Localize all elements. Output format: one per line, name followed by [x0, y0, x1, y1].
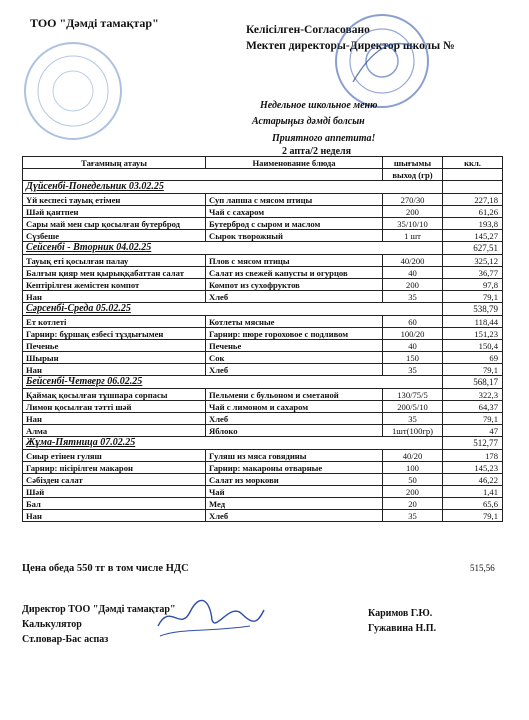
dish-name-ru: Сырок творожный	[206, 230, 383, 242]
dish-output: 100/20	[383, 328, 443, 340]
dish-kcal: 227,18	[443, 194, 503, 206]
dish-name-kz: Гарнир: пісірілген макарон	[23, 462, 206, 474]
day-name: Бейсенбі-Четверг 06.02.25	[23, 376, 443, 389]
menu-note-3: Приятного аппетита!	[272, 133, 376, 144]
dish-name-ru: Сок	[206, 352, 383, 364]
dish-name-ru: Хлеб	[206, 291, 383, 303]
dish-kcal: 145,27	[443, 230, 503, 242]
dish-output: 150	[383, 352, 443, 364]
dish-kcal: 65,6	[443, 498, 503, 510]
day-row	[23, 437, 503, 450]
dish-kcal: 69	[443, 352, 503, 364]
dish-kcal: 79,1	[443, 413, 503, 425]
dish-output: 200	[383, 486, 443, 498]
dish-name-kz: Печенье	[23, 340, 206, 352]
day-name: Сейсенбі - Вторник 04.02.25	[23, 242, 443, 255]
dish-output: 50	[383, 474, 443, 486]
dish-name-ru: Компот из сухофруктов	[206, 279, 383, 291]
table-row	[23, 389, 503, 401]
lunch-price-note: Цена обеда 550 тг в том числе НДС	[22, 563, 189, 574]
table-row	[23, 230, 503, 242]
day-total: 512,77	[443, 437, 503, 450]
table-row	[23, 425, 503, 437]
signatory-role-calculator: Калькулятор	[22, 619, 82, 630]
dish-name-ru: Гарнир: пюре гороховое с подливом	[206, 328, 383, 340]
dish-kcal: 193,8	[443, 218, 503, 230]
table-row	[23, 474, 503, 486]
company-stamp	[22, 40, 124, 142]
dish-name-kz: Сүзбеше	[23, 230, 206, 242]
dish-kcal: 325,12	[443, 255, 503, 267]
col-header-kz: Тағамның атауы	[23, 157, 206, 169]
table-row	[23, 194, 503, 206]
table-row	[23, 291, 503, 303]
signatory-role-director: Директор ТОО "Дәмді тамақтар"	[22, 604, 176, 615]
dish-kcal: 79,1	[443, 364, 503, 376]
dish-kcal: 61,26	[443, 206, 503, 218]
col-header-out: шығымы	[383, 157, 443, 169]
dish-kcal: 322,3	[443, 389, 503, 401]
approval-line-2: Мектеп директоры-Директор школы №	[246, 40, 455, 52]
dish-output: 35	[383, 510, 443, 522]
dish-output: 40	[383, 340, 443, 352]
dish-name-ru: Гуляш из мяса говядины	[206, 450, 383, 462]
table-row	[23, 498, 503, 510]
dish-kcal: 178	[443, 450, 503, 462]
dish-output: 40/20	[383, 450, 443, 462]
dish-kcal: 79,1	[443, 510, 503, 522]
dish-name-ru: Хлеб	[206, 510, 383, 522]
table-row	[23, 486, 503, 498]
dish-output: 1шт(100гр)	[383, 425, 443, 437]
dish-output: 35	[383, 413, 443, 425]
dish-name-ru: Мед	[206, 498, 383, 510]
dish-kcal: 97,8	[443, 279, 503, 291]
dish-output: 130/75/5	[383, 389, 443, 401]
table-row	[23, 218, 503, 230]
dish-name-kz: Нан	[23, 413, 206, 425]
dish-name-kz: Сиыр етінен гуляш	[23, 450, 206, 462]
dish-name-ru: Чай с лимоном и сахаром	[206, 401, 383, 413]
dish-name-ru: Пельмени с бульоном и сметаной	[206, 389, 383, 401]
day-total: 627,51	[443, 242, 503, 255]
dish-name-kz: Бал	[23, 498, 206, 510]
dish-name-kz: Сары май мен сыр қосылған бутерброд	[23, 218, 206, 230]
day-name: Дүйсенбі-Понедельник 03.02.25	[23, 181, 443, 194]
dish-output: 40/200	[383, 255, 443, 267]
day-total: 538,79	[443, 303, 503, 316]
menu-note-2: Астарыңыз дәмді болсын	[252, 116, 365, 127]
day-total	[443, 181, 503, 194]
dish-name-ru: Чай с сахаром	[206, 206, 383, 218]
dish-name-kz: Балғын қияр мен қырыққабаттан салат	[23, 267, 206, 279]
day-row	[23, 376, 503, 389]
dish-output: 1 шт	[383, 230, 443, 242]
dish-output: 60	[383, 316, 443, 328]
dish-kcal: 47	[443, 425, 503, 437]
dish-name-ru: Хлеб	[206, 364, 383, 376]
dish-output: 40	[383, 267, 443, 279]
dish-name-kz: Шырын	[23, 352, 206, 364]
dish-kcal: 151,23	[443, 328, 503, 340]
dish-output: 20	[383, 498, 443, 510]
menu-note-1: Недельное школьное меню	[260, 100, 378, 111]
handwritten-signature	[150, 592, 270, 640]
dish-name-kz: Шәй қантпен	[23, 206, 206, 218]
table-header-row	[23, 157, 503, 169]
col-header-price: ккл.	[443, 157, 503, 169]
signatory-name-2: Гужавина Н.П.	[368, 623, 437, 634]
dish-name-kz: Нан	[23, 291, 206, 303]
dish-name-kz: Үй кеспесі тауық етімен	[23, 194, 206, 206]
dish-output: 200	[383, 206, 443, 218]
dish-kcal: 150,4	[443, 340, 503, 352]
day-row	[23, 242, 503, 255]
table-row	[23, 450, 503, 462]
day-total: 568,17	[443, 376, 503, 389]
dish-name-ru: Салат из свежей капусты и огурцов	[206, 267, 383, 279]
signatory-name-1: Каримов Г.Ю.	[368, 608, 433, 619]
dish-name-kz: Лимон қосылған тәтті шәй	[23, 401, 206, 413]
dish-name-ru: Хлеб	[206, 413, 383, 425]
table-row	[23, 352, 503, 364]
table-row	[23, 279, 503, 291]
table-row	[23, 510, 503, 522]
school-stamp	[333, 12, 431, 110]
dish-name-ru: Суп лапша с мясом птицы	[206, 194, 383, 206]
menu-table	[22, 156, 503, 522]
day-row	[23, 303, 503, 316]
dish-output: 270/30	[383, 194, 443, 206]
dish-output: 200/5/10	[383, 401, 443, 413]
company-name: ТОО "Дәмді тамақтар"	[30, 16, 159, 30]
day-name: Сәрсенбі-Среда 05.02.25	[23, 303, 443, 316]
dish-name-ru: Котлеты мясные	[206, 316, 383, 328]
dish-name-ru: Плов с мясом птицы	[206, 255, 383, 267]
dish-name-kz: Кептірілген жемістен компот	[23, 279, 206, 291]
dish-output: 35/10/10	[383, 218, 443, 230]
dish-name-ru: Яблоко	[206, 425, 383, 437]
dish-name-kz: Алма	[23, 425, 206, 437]
week-label: 2 апта/2 неделя	[282, 146, 352, 157]
dish-name-kz: Гарнир: бұршақ езбесі тұздығымен	[23, 328, 206, 340]
dish-kcal: 36,77	[443, 267, 503, 279]
dish-name-ru: Чай	[206, 486, 383, 498]
friday-total: 515,56	[470, 563, 495, 573]
table-row	[23, 267, 503, 279]
table-row	[23, 364, 503, 376]
dish-output: 200	[383, 279, 443, 291]
dish-name-ru: Бутерброд с сыром и маслом	[206, 218, 383, 230]
dish-name-ru: Салат из моркови	[206, 474, 383, 486]
dish-kcal: 145,23	[443, 462, 503, 474]
table-row	[23, 413, 503, 425]
dish-output: 35	[383, 364, 443, 376]
table-row	[23, 328, 503, 340]
day-row	[23, 181, 503, 194]
dish-kcal: 118,44	[443, 316, 503, 328]
table-row	[23, 255, 503, 267]
table-row	[23, 316, 503, 328]
table-subheader-row	[23, 169, 503, 181]
signatory-role-chef: Ст.повар-Бас аспаз	[22, 634, 109, 645]
dish-kcal: 1,41	[443, 486, 503, 498]
table-row	[23, 401, 503, 413]
day-name: Жұма-Пятница 07.02.25	[23, 437, 443, 450]
dish-output: 35	[383, 291, 443, 303]
dish-name-kz: Нан	[23, 364, 206, 376]
col-header-out-unit: выход (гр)	[383, 169, 443, 181]
dish-name-kz: Шәй	[23, 486, 206, 498]
dish-output: 100	[383, 462, 443, 474]
col-header-ru: Наименование блюда	[206, 157, 383, 169]
table-row	[23, 206, 503, 218]
dish-name-kz: Сәбізден салат	[23, 474, 206, 486]
dish-name-kz: Тауық еті қосылған палау	[23, 255, 206, 267]
dish-name-ru: Гарнир: макароны отварные	[206, 462, 383, 474]
dish-name-kz: Қаймақ қосылған тұшпара сорпасы	[23, 389, 206, 401]
dish-kcal: 79,1	[443, 291, 503, 303]
dish-name-kz: Нан	[23, 510, 206, 522]
dish-kcal: 46,22	[443, 474, 503, 486]
table-row	[23, 340, 503, 352]
approval-line-1: Келісілген-Согласовано	[246, 24, 370, 36]
dish-name-kz: Ет котлеті	[23, 316, 206, 328]
dish-name-ru: Печенье	[206, 340, 383, 352]
dish-kcal: 64,37	[443, 401, 503, 413]
table-row	[23, 462, 503, 474]
